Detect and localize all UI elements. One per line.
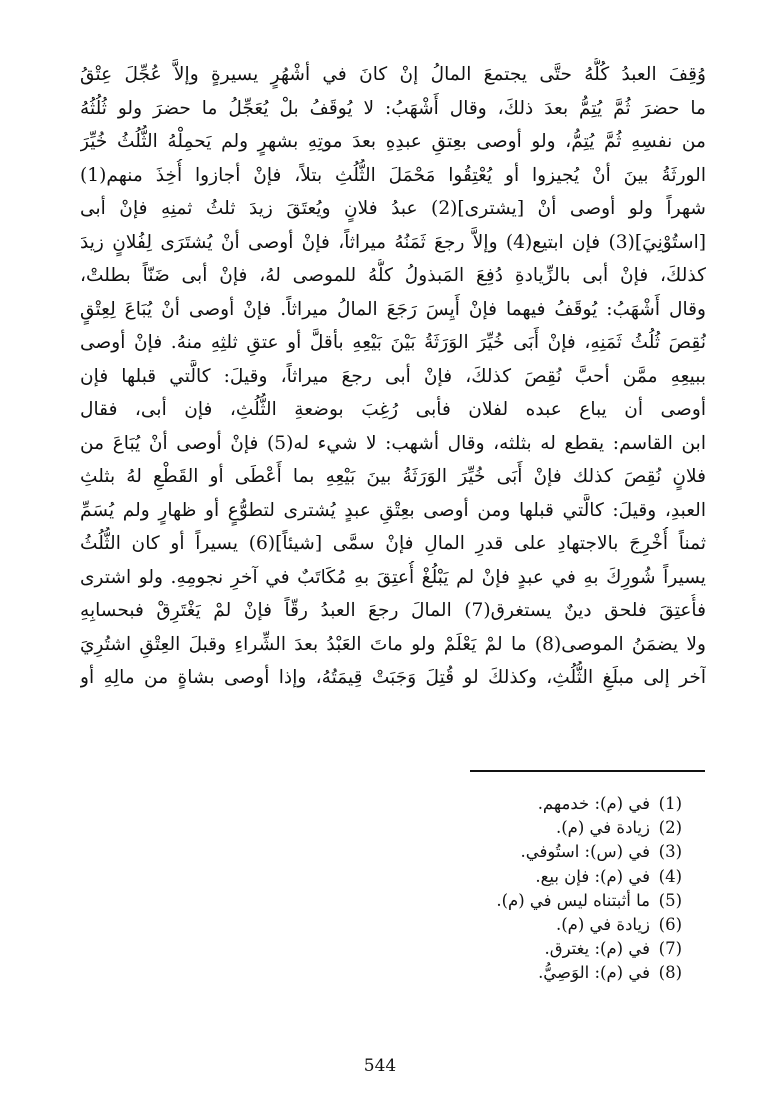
main-text <box>80 58 706 695</box>
text-line: العبدِ، وقيلَ: كالَّتي قبلها ومن أوصى بعِتْقِ عبدٍ يُشترى لتطوُّعٍ أو ظهارٍ ولم يُسَمِّ <box>80 499 706 521</box>
footnote-number: (5) <box>658 890 682 910</box>
page-number: 544 <box>363 1056 397 1076</box>
footnote-text: في (م): خدمهم. <box>537 794 650 813</box>
footnote-item <box>82 937 682 961</box>
footnote-number: (1) <box>658 794 682 813</box>
text-line: يسيراً شُورِكَ بهِ في عبدٍ فإنْ لم يَبْلُغْ أُعتِقَ بهِ مُكَاتَبٌ في آخرِ نجومِهِ. ولو اشترى <box>80 566 706 588</box>
footnote-text: ما أثبتناه ليس في (م). <box>496 890 650 910</box>
text-line: ثمناً أُخْرِجَ بالاجتهادِ على قدرِ المالِ فإنْ سمَّى [شيئاً](6) يسيراً أو كان الثُّلُثُ <box>80 533 706 554</box>
text-line: ولا يضمَنُ الموصى(8) ما لمْ يَعْلَمْ ولو ماتَ العَبْدُ بعدَ الشِّراءِ وقبلَ العِتْقِ اشتُرِيَ <box>80 633 706 655</box>
text-line: أوصى أن يباع عبده لفلان فأبى رُغِبَ بوضعةِ الثُّلُثِ، فإن أبى، فقال <box>80 399 706 420</box>
footnote-item <box>82 961 682 985</box>
text-line: فأُعتِقَ فلحق دينٌ يستغرق(7) المالَ رجعَ العبدُ رقّاً فإنْ لمْ يَغْتَرِقْ فبحسابِهِ <box>80 600 706 621</box>
footnote-text: في (س): استُوفي. <box>520 842 650 862</box>
text-line: وُقِفَ العبدُ كُلُّهُ حتَّى يجتمعَ المالُ إنْ كانَ في أشْهُرٍ يسيرةٍ وإلاَّ عُجِّلَ عِتْقُ <box>80 64 706 85</box>
footnote-number: (8) <box>658 963 682 983</box>
footnote-item <box>82 913 682 937</box>
footnote-number: (6) <box>658 914 682 934</box>
text-line: من نفسِهِ ثُمَّ يُتِمُّ، ولو أوصى بعِتقِ عبدِهِ بعدَ موتِهِ بشهرٍ ولم يَحمِلْهُ الثُّلُثُ خُيِّرَ <box>80 131 706 152</box>
footnote-text: زيادة في (م). <box>555 914 650 934</box>
footnote-item <box>82 792 682 816</box>
footnotes <box>82 792 682 986</box>
footnote-number: (2) <box>658 818 682 838</box>
footnote-item <box>82 840 682 864</box>
text-line: ابن القاسم: يقطع له بثلثه، وقال أشهب: لا شيء له(5) فإنْ أوصى أنْ يُبَاعَ من <box>80 432 706 454</box>
footnote-divider <box>470 770 705 772</box>
footnote-number: (3) <box>658 842 682 862</box>
footnote-text: زيادة في (م). <box>555 818 650 838</box>
footnote-number: (4) <box>658 866 682 886</box>
text-line: [استُوْنِيَ](3) فإن ابتيع(4) وإلاَّ رجعَ ثَمَنُهُ ميراثاً، فإنْ أوصى أنْ يُشتَرَى لِفُلانٍ زيدَ <box>80 231 706 253</box>
footnote-item <box>82 889 682 913</box>
text-line: الورثَةُ بينَ أنْ يُجيزوا أو يُعْتِقُوا مَحْمَلَ الثُّلُثِ بتلاً، فإنْ أجازوا أُخِذَ منهم(1) <box>80 164 706 186</box>
text-line: كذلكَ، فإنْ أبى بالزِّيادةِ دُفِعَ المَبذولُ كلُّهُ للموصى لهُ، فإنْ أبى ضَنّاً بطلتْ، <box>80 265 706 286</box>
text-line: نُقِصَ ثُلُثُ ثَمَنِهِ، فإنْ أَبَى خُيِّرَ الوَرَثَةُ بَيْنَ بَيْعِهِ بأقلَّ أو عتقِ ثلثِهِ منهُ. فإنْ أوصى <box>80 332 706 353</box>
text-line: آخر إلى مبلَغِ الثُّلُثِ، وكذلكَ لو قُتِلَ وَجَبَتْ قِيمَتُهُ، وإذا أوصى بشاةٍ من مالِهِ أو <box>80 667 706 688</box>
footnote-item <box>82 816 682 840</box>
text-line: ما حضرَ ثُمَّ يُتِمُّ بعدَ ذلكَ، وقال أَشْهَبُ: لا يُوقَفُ بلْ يُعَجِّلُ ما حضرَ ولو ثُلُثُهُ <box>80 97 706 119</box>
text-line: ببيعِهِ ممَّن أحبَّ نُقِصَ كذلكَ، فإنْ أبى رجعَ ميراثاً، وقيلَ: كالَّتي قبلها فإن <box>80 365 706 387</box>
text-line: شهراً ولو أوصى أنْ [يشترى](2) عبدُ فلانٍ ويُعتَقَ زيدَ ثلثُ ثمنِهِ فإنْ أبى <box>80 198 706 219</box>
footnote-text: في (م): الوَصِيُّ. <box>538 963 650 983</box>
footnote-text: في (م): فإن بيع. <box>535 866 650 886</box>
footnote-item <box>82 865 682 889</box>
footnote-number: (7) <box>658 939 682 959</box>
text-line: فلانٍ نُقِصَ كذلك فإنْ أَبَى خُيِّرَ الوَرَثَةُ بينَ بَيْعِهِ بما أَعْطَى أو القَطْعِ لهُ بثلثِ <box>80 466 706 487</box>
footnote-text: في (م): يغترق. <box>544 939 650 959</box>
text-line: وقال أَشْهَبُ: يُوقَفُ فيهما فإنْ أَيِسَ رَجَعَ المالُ ميراثاً. فإنْ أوصى أنْ يُبَاعَ لِعِتْقٍ <box>80 298 706 320</box>
